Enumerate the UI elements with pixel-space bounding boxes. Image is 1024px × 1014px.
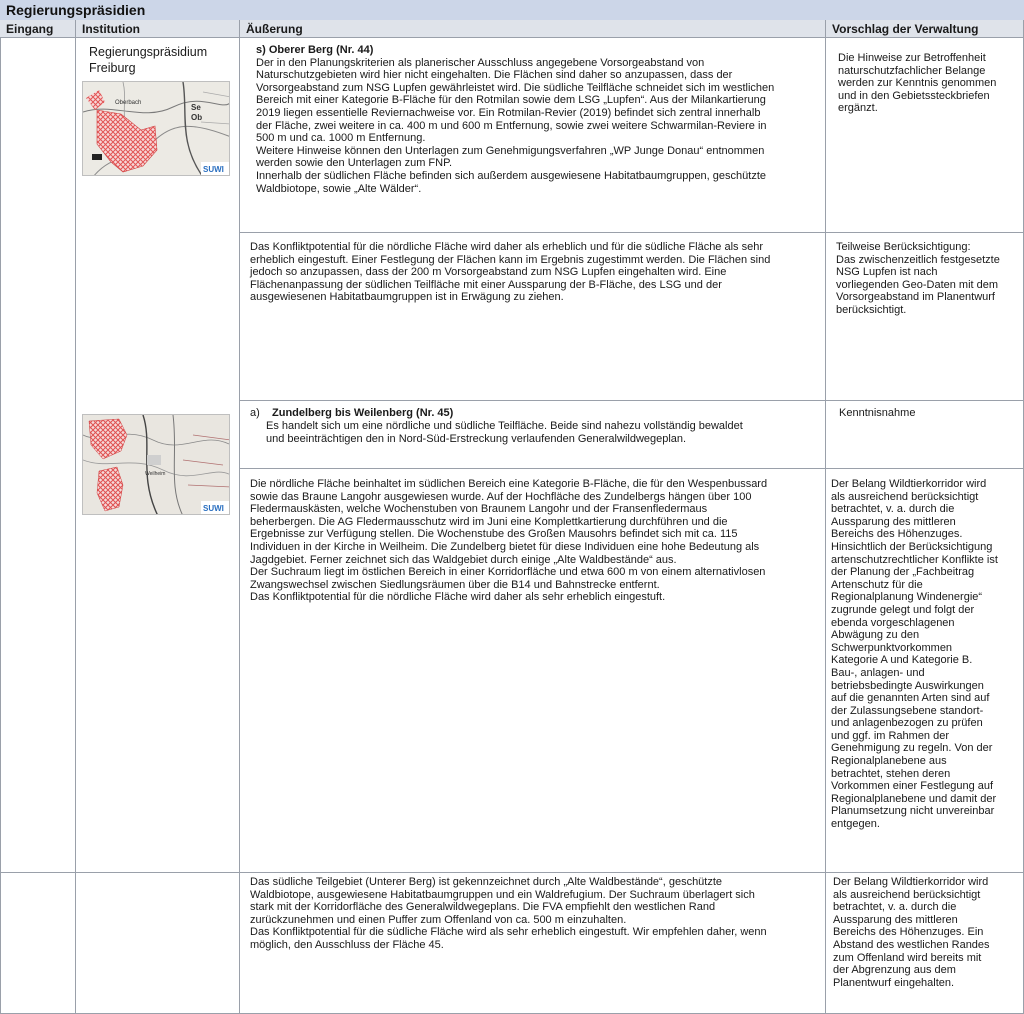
proposal-line: der Planung der „Fachbeitrag	[831, 566, 975, 579]
section-title-bar	[0, 0, 1024, 21]
proposal-line: Planentwurf eingehalten.	[833, 976, 955, 989]
statement-line: Das Konfliktpotential für die nördliche Fläche wird daher als sehr erheblich eingestuft.	[250, 591, 666, 604]
list-marker: a)	[250, 407, 260, 419]
statement-line: Flächenanpassung der südlichen Teilfläche mit einer Aussparung der B-Fläche, des LSG und der	[250, 278, 722, 291]
proposal-line: betrachtet, v. a. durch die	[831, 503, 955, 516]
statement-line: jedoch so anzupassen, dass der 200 m Vorsorgeabstand zum NSG Lupfen eingehalten wird. Eine	[250, 266, 727, 279]
statement-line: Das südliche Teilgebiet (Unterer Berg) ist gekennzeichnet durch „Alte Waldbestände“, geschützte	[250, 876, 723, 888]
svg-text:Se: Se	[191, 103, 201, 112]
grid-line	[0, 38, 1, 1014]
proposal-line: Regionalplanebene und damit der	[831, 792, 997, 805]
proposal-line: ergänzt.	[838, 102, 878, 115]
statement-line: Waldbiotope, sowie „Alte Wälder“.	[256, 182, 422, 195]
statement-line: erheblich eingestuft. Einer Festlegung der Flächen kann im Ergebnis zugestimmt werden. Die Flächen sind	[250, 253, 771, 266]
row-divider	[239, 468, 1024, 469]
header-eingang: Eingang	[0, 20, 76, 38]
svg-text:Oberbach: Oberbach	[115, 100, 142, 106]
row-divider	[239, 232, 1024, 233]
statement-line: Der in den Planungskriterien als planerischer Ausschluss angegebene Vorsorgeabstand von	[256, 56, 705, 69]
proposal-line: vorliegenden Geo-Daten mit dem	[836, 278, 999, 291]
proposal-line: der Abgrenzung aus dem	[833, 964, 956, 977]
proposal-line: Bereichs des Höhenzuges. Ein	[833, 926, 984, 939]
proposal-line: Vorkommen einer Festlegung auf	[831, 780, 994, 793]
header-aeusserung: Äußerung	[240, 20, 826, 38]
proposal-line: werden zur Kenntnis genommen	[838, 77, 997, 90]
proposal-line: Genehmigung zu regeln. Von der	[831, 742, 993, 755]
statement-line: Waldbiotope, ausgewiesene Habitatbaumgruppen und ein Waldrefugium. Der Suchraum überlagert sich	[250, 888, 755, 901]
proposal-line: Kategorie A und Kategorie B.	[831, 654, 973, 667]
proposal-line: Der Belang Wildtierkorridor wird	[833, 876, 989, 888]
proposal-line: Abwägung zu den	[831, 629, 920, 642]
statement-line: Naturschutzgebieten wird hier nicht eingehalten. Die Flächen sind daher so anzupassen, dass der	[256, 69, 733, 82]
proposal-line: der Zulassungsebene standort-	[831, 704, 984, 717]
proposal-line: Artenschutz für die	[831, 578, 923, 591]
proposal-line: Aussparung des mittleren	[833, 913, 958, 926]
proposal-line: Kenntnisnahme	[839, 407, 916, 419]
statement-zundelberg	[250, 407, 822, 445]
statement-line: Jagdgebiet. Ferner zeichnet sich das Waldgebiet durch einige „Alte Waldbestände“ aus.	[250, 553, 677, 566]
header-vorschlag: Vorschlag der Verwaltung	[826, 20, 1024, 38]
proposal-line: Das zwischenzeitlich festgesetzte	[836, 253, 1000, 266]
institution-line: Freiburg	[89, 61, 136, 75]
statement-line: Ergebnisse zur Verfügung stellen. Die Wochenstube des Großen Mausohrs befindet sich mit ca. 115	[250, 528, 738, 541]
proposal-line: Bau-, anlagen- und	[831, 666, 925, 679]
proposal-zundelberg-north	[831, 478, 1021, 831]
statement-line: Die nördliche Fläche beinhaltet im südlichen Bereich eine Kategorie B-Fläche, die für den Wespenbussard	[250, 478, 768, 490]
svg-text:Ob: Ob	[191, 113, 203, 122]
proposal-line: Aussparung des mittleren	[831, 515, 956, 528]
statement-conflict-oberer-berg	[250, 241, 822, 304]
statement-line: möglich, den Ausschluss der Fläche 45.	[250, 938, 444, 951]
statement-line: Zwangswechsel zwischen Siedlungsräumen über die B14 und Bahnstrecke entfernt.	[250, 578, 660, 591]
map-logo: SUWI	[203, 504, 224, 513]
proposal-line: auf die genannten Arten sind auf	[831, 692, 990, 705]
statement-oberer-berg	[256, 44, 822, 195]
grid-line	[239, 38, 240, 1014]
proposal-line: betrachtet, stehen deren	[831, 767, 951, 780]
statement-line: Das Konfliktpotential für die südliche Fläche wird als sehr erheblich eingestuft. Wir empfehlen daher, wenn	[250, 926, 767, 939]
statement-line: beherbergen. Die AG Fledermausschutz wird im Juni eine Komplettkartierung durchführen und die	[250, 515, 728, 528]
proposal-line: Die Hinweise zur Betroffenheit	[838, 52, 986, 64]
section-title: Regierungspräsidien	[6, 2, 146, 18]
proposal-line: Planumsetzung nicht unvereinbar	[831, 805, 995, 818]
statement-line: Bereich mit einer Kategorie B-Fläche für den Rotmilan sowie dem LSG „Lupfen“. Aus der Milankartierung	[256, 94, 766, 107]
proposal-line: Abstand des westlichen Randes	[833, 938, 990, 951]
proposal-line: Hinsichtlich der Berücksichtigung	[831, 540, 993, 553]
statement-line: zurückzunehmen und einen Puffer zum Offenland von ca. 500 m einzuhalten.	[250, 913, 627, 926]
header-institution: Institution	[76, 20, 240, 38]
proposal-line: Der Belang Wildtierkorridor wird	[831, 478, 987, 490]
statement-line: der Fläche, zwei weitere in ca. 400 m und 600 m Entfernung, sowie zwei weitere Schwarmilan-Reviere in	[256, 119, 767, 132]
statement-line: und beeinträchtigen den in Nord-Süd-Erstreckung verlaufenden Generalwildwegeplan.	[266, 432, 687, 445]
proposal-line: als ausreichend berücksichtigt	[831, 490, 979, 503]
row-divider	[0, 872, 1024, 873]
statement-heading: Zundelberg bis Weilenberg (Nr. 45)	[272, 407, 454, 419]
map-thumbnail-oberer-berg	[82, 81, 230, 176]
row-divider	[239, 400, 1024, 401]
proposal-oberer-berg	[838, 52, 1020, 115]
proposal-line: berücksichtigt.	[836, 303, 907, 316]
statement-line: 2019 liegen essentielle Reviernachweise vor. Ein Rotmilan-Revier (2019) befindet sich zentral innerhalb	[256, 106, 761, 119]
institution-line: Regierungspräsidium	[89, 45, 208, 59]
proposal-line: und anlagenbezogen zu prüfen	[831, 717, 983, 730]
proposal-conflict-oberer-berg	[836, 241, 1020, 317]
statement-heading: s) Oberer Berg (Nr. 44)	[256, 44, 374, 56]
map-thumbnail-zundelberg	[82, 414, 230, 515]
statement-line: Individuen in der Kirche in Weilheim. Die Zundelberg bietet für diese Individuen eine hohe Bedeutung als	[250, 540, 760, 553]
map-logo: SUWI	[203, 165, 224, 174]
statement-line: ausgewiesenen Habitatbaumgruppen ist in Erwägung zu ziehen.	[250, 291, 564, 304]
proposal-line: Regionalplanung Windenergie“	[831, 591, 983, 604]
proposal-line: Vorsorgeabstand im Planentwurf	[836, 291, 995, 304]
proposal-line: und ggf. im Rahmen der	[831, 729, 950, 742]
svg-text:Weilheim: Weilheim	[145, 471, 166, 477]
grid-line	[825, 38, 826, 1014]
proposal-line: betrachtet, v. a. durch die	[833, 901, 957, 914]
proposal-line: zum Offenland wird bereits mit	[833, 951, 982, 964]
statement-line: Vorsorgeabstand zum NSG Lupfen gewährleistet wird. Die südliche Teilfläche schneidet sich im westlichen	[256, 81, 775, 94]
proposal-line: naturschutzfachlicher Belange	[838, 64, 986, 77]
statement-line: Innerhalb der südlichen Fläche befinden sich außerdem ausgewiesene Habitatbaumgruppen, geschützte	[256, 169, 766, 182]
proposal-zundelberg	[839, 407, 1019, 420]
proposal-line: Bereichs des Höhenzuges.	[831, 528, 963, 541]
statement-line: stark mit der Korridorfläche des Generalwildwegeplans. Die FVA empfiehlt den westlichen Rand	[250, 901, 716, 914]
proposal-line: und in den Gebietssteckbriefen	[838, 89, 990, 102]
proposal-line: Teilweise Berücksichtigung:	[836, 241, 971, 253]
statement-line: sowie das Braune Langohr ausgewiesen wurde. Auf der Hochfläche des Zundelbergs hängen über 100	[250, 490, 752, 503]
proposal-line: entgegen.	[831, 818, 880, 831]
proposal-line: artenschutzrechtlicher Konflikte ist	[831, 553, 998, 566]
proposal-line: als ausreichend berücksichtigt	[833, 888, 981, 901]
statement-line: Fledermauskästen, welche Wochenstuben von Braunem Langohr und der Fransenfledermaus	[250, 503, 708, 516]
statement-unterer-berg	[250, 876, 822, 952]
statement-line: Es handelt sich um eine nördliche und südliche Teilfläche. Beide sind nahezu vollständig bewaldet	[266, 420, 743, 432]
statement-line: Das Konfliktpotential für die nördliche Fläche wird daher als erheblich und für die südliche Fläche als sehr	[250, 241, 763, 253]
statement-line: werden sowie den Unterlagen zum FNP.	[256, 157, 453, 170]
institution-name	[89, 44, 207, 76]
grid-line	[75, 38, 76, 1014]
proposal-line: NSG Lupfen ist nach	[836, 266, 938, 279]
proposal-unterer-berg	[833, 876, 1021, 989]
statement-line: Der Suchraum liegt im östlichen Bereich in einer Korridorfläche und etwa 600 m von einem alternativlosen	[250, 566, 766, 579]
statement-line: Weitere Hinweise können den Unterlagen zum Genehmigungsverfahren „WP Junge Donau“ entnommen	[256, 144, 765, 157]
proposal-line: zugrunde gelegt und folgt der	[831, 603, 975, 616]
proposal-line: ebenda vorgeschlagenen	[831, 616, 955, 629]
statement-zundelberg-north	[250, 478, 822, 604]
proposal-line: Regionalplanebene aus	[831, 755, 947, 768]
statement-line: 500 m und ca. 1000 m Entfernung.	[256, 132, 426, 145]
proposal-line: betriebsbedingte Auswirkungen	[831, 679, 984, 692]
proposal-line: Schwerpunktvorkommen	[831, 641, 953, 654]
